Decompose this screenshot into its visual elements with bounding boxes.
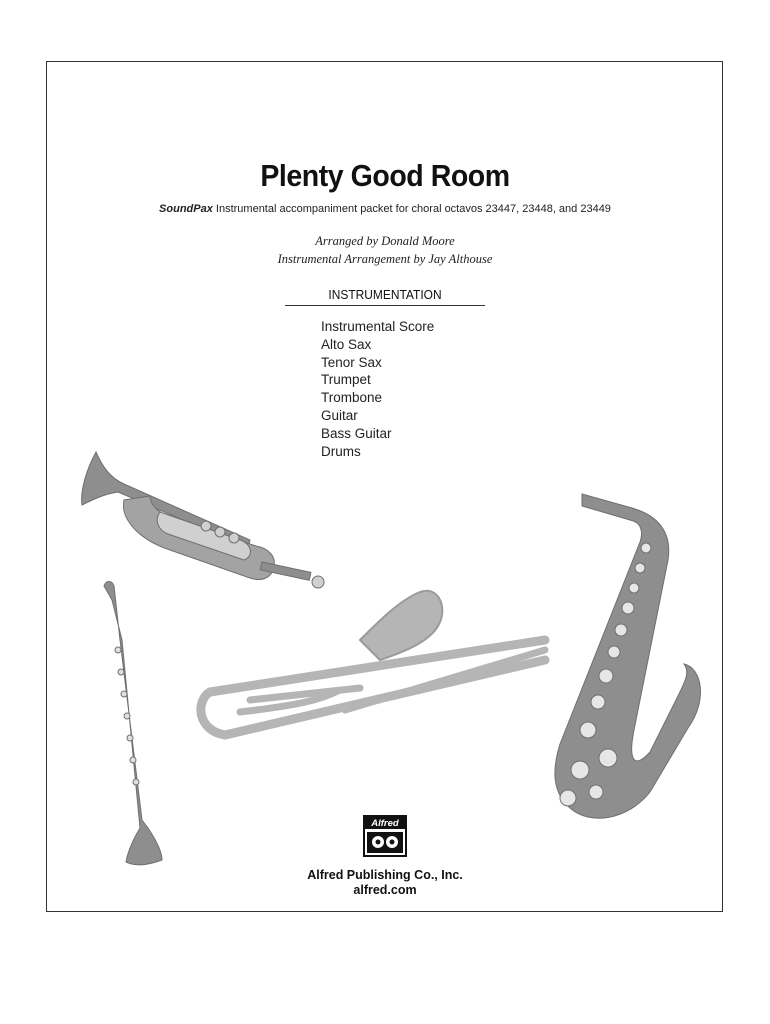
alfred-logo bbox=[363, 815, 407, 857]
instrumental-arranger-credit: Instrumental Arrangement by Jay Althouse bbox=[277, 252, 493, 266]
instrumentation-heading: INSTRUMENTATION bbox=[328, 287, 442, 302]
publisher-name: Alfred Publishing Co., Inc. bbox=[307, 868, 463, 882]
list-item: Bass Guitar bbox=[321, 425, 392, 441]
page-title: Plenty Good Room bbox=[260, 158, 510, 193]
trombone-illustration bbox=[201, 591, 545, 735]
list-item: Trombone bbox=[321, 390, 383, 406]
list-item: Drums bbox=[321, 443, 361, 459]
list-item: Guitar bbox=[321, 407, 358, 423]
list-item: Trumpet bbox=[321, 372, 371, 388]
list-item: Alto Sax bbox=[321, 336, 372, 352]
arranger-credit: Arranged by Donald Moore bbox=[315, 234, 455, 248]
trumpet-illustration bbox=[82, 452, 324, 588]
clarinet-illustration bbox=[104, 582, 162, 865]
list-item: Tenor Sax bbox=[321, 354, 382, 370]
list-item: Instrumental Score bbox=[321, 319, 435, 334]
publisher-website: alfred.com bbox=[353, 883, 417, 897]
subtitle-text: Instrumental accompaniment packet for choral octavos 23447, 23448, and 23449 bbox=[212, 203, 611, 215]
saxophone-illustration bbox=[555, 494, 701, 818]
subtitle-brand: SoundPax bbox=[159, 203, 213, 215]
logo-text: Alfred bbox=[371, 818, 399, 829]
